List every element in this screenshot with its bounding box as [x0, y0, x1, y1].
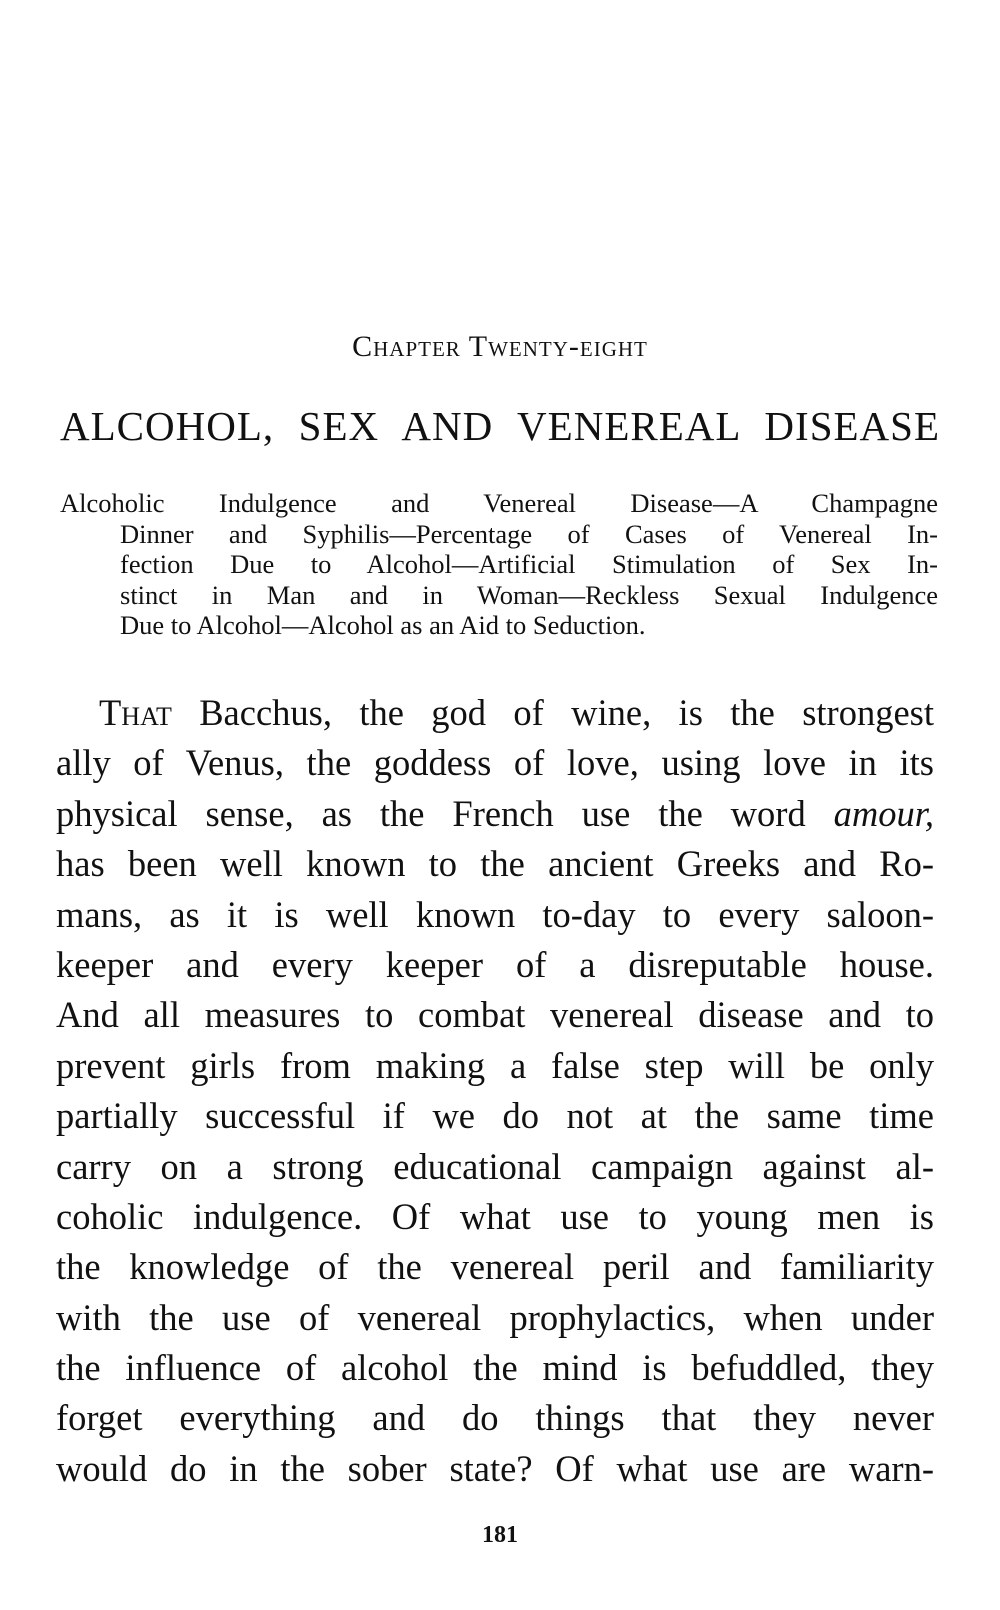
chapter-label: Chapter Twenty-eight: [352, 330, 648, 363]
body-line: prevent girls from making a false step will be only: [56, 1044, 934, 1086]
body-line: [56, 789, 934, 839]
body-line: partially successful if we do not at the same time: [56, 1095, 934, 1137]
body-line: coholic indulgence. Of what use to young men is: [56, 1195, 934, 1237]
body-line: [56, 688, 934, 738]
body-line-text: physical sense, as the French use the word: [56, 792, 834, 834]
page-number: 181: [482, 1522, 518, 1548]
body-line-text: Bacchus, the god of wine, is the strongest: [171, 692, 934, 733]
synopsis-line: fection Due to Alcohol—Artificial Stimulation of Sex In-: [120, 549, 938, 579]
body-line: carry on a strong educational campaign against al-: [56, 1145, 934, 1187]
synopsis-line: Due to Alcohol—Alcohol as an Aid to Seduction.: [120, 610, 646, 640]
synopsis-line: Alcoholic Indulgence and Venereal Disease—A Champagne: [60, 488, 938, 518]
body-line: with the use of venereal prophylactics, when under: [56, 1296, 934, 1338]
body-line: would do in the sober state? Of what use are warn-: [56, 1447, 934, 1489]
opening-word: That: [99, 692, 172, 733]
body-line: forget everything and do things that they never: [56, 1397, 934, 1439]
body-line: mans, as it is well known to-day to every saloon-: [56, 893, 934, 935]
body-line: ally of Venus, the goddess of love, using love in its: [56, 742, 934, 784]
synopsis-line: Dinner and Syphilis—Percentage of Cases of Venereal In-: [120, 518, 938, 549]
body-line: And all measures to combat venereal disease and to: [56, 994, 934, 1036]
chapter-title: ALCOHOL, SEX AND VENEREAL DISEASE: [60, 403, 940, 449]
body-line: the knowledge of the venereal peril and familiarity: [56, 1246, 934, 1288]
body-line: has been well known to the ancient Greeks and Ro-: [56, 843, 934, 885]
body-line: the influence of alcohol the mind is befuddled, they: [56, 1347, 934, 1389]
italic-word: amour,: [833, 792, 934, 834]
body-line: keeper and every keeper of a disreputable house.: [56, 943, 934, 985]
synopsis-line: stinct in Man and in Woman—Reckless Sexual Indulgence: [120, 579, 938, 610]
body-paragraph: [56, 688, 934, 1494]
chapter-synopsis: [60, 488, 938, 641]
